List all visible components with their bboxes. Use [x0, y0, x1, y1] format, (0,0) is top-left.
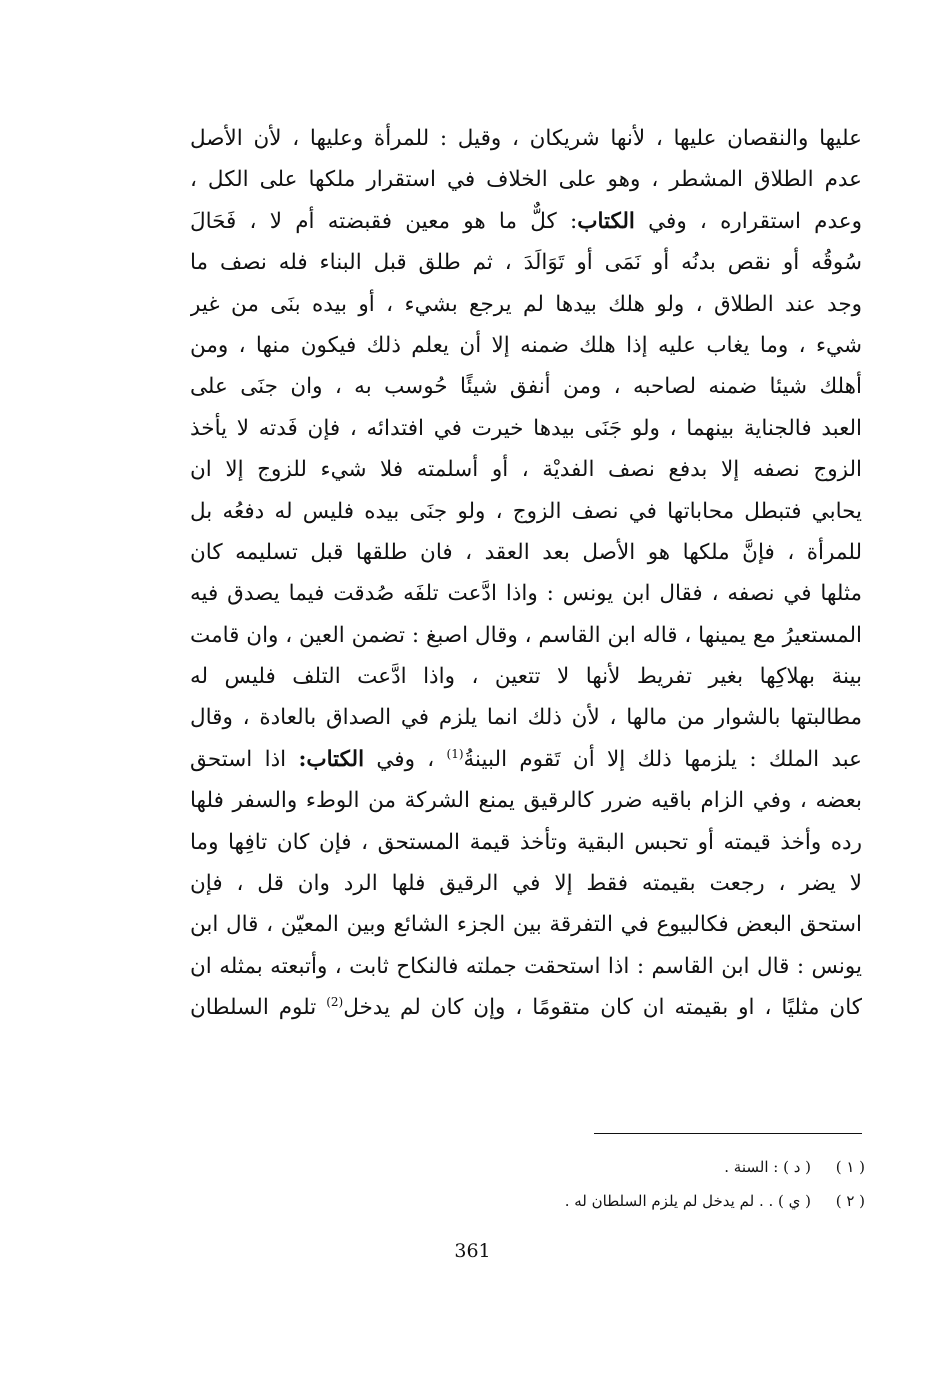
text-line-17: بعضه ، وفي الزام باقيه ضرر كالرقيق يمنع الشركة من الوطء والسفر فلها [190, 788, 862, 814]
text-line-10: يحابي فتبطل محاباتها في نصف الزوج ، ولو جنَى بيده فليس له دفعُه بل [190, 498, 862, 524]
text-line-22 [190, 987, 862, 1028]
footnote-1 [365, 1150, 865, 1184]
text-line-16-start: عبد الملك : يلزمها ذلك إلا أن تَقوم البينةُ [463, 746, 862, 772]
footnote-2-number: ( ٢ ) [835, 1192, 865, 1210]
footnote-2 [365, 1184, 865, 1218]
footnote-separator [594, 1133, 862, 1134]
text-line-20: استحق البعض فكالبيوع في التفرقة بين الجزء الشائع وبين المعيّن ، قال ابن [190, 912, 862, 938]
text-line-13: المستعيرُ مع يمينها ، قاله ابن القاسم ، وقال اصبغ : تضمن العين ، وان قامت [190, 622, 862, 648]
kitab-heading-2: الكتاب: [298, 746, 365, 772]
footnotes-block [365, 1150, 865, 1218]
text-line-11: للمرأة ، فإنَّ ملكها هو الأصل بعد العقد ، فان طلقها قبل تسليمه كان [190, 539, 862, 565]
text-line-3-end: ما هو معين فقبضته أم لا ، فَحَالَ [190, 208, 517, 234]
text-line-16 [190, 739, 862, 780]
text-line-3-start: وعدم استقراره ، وفي [648, 208, 862, 234]
text-line-21: يونس : قال ابن القاسم : اذا استحقت جملته فالنكاح ثابت ، وأتبعته بمثله ان [190, 953, 862, 979]
text-line-12: مثلها في نصفه ، فقال ابن يونس : واذا ادَّعت تلفَه صُدقت فيما يصدق فيه [190, 581, 862, 607]
text-line-2: عدم الطلاق المشطر ، وهو على الخلاف في استقرار ملكها على الكل ، [190, 167, 862, 193]
text-line-8: العبد فالجناية بينهما ، ولو جَنَى بيدها خيرت في افتدائه ، فإن فَدته لا يأخذ [190, 415, 862, 441]
text-line-18: رده وأخذ قيمته أو تحبس البقية وتأخذ قيمة المستحق ، فإن كان تافِها وما [190, 829, 862, 855]
text-line-16-end: اذا استحق [190, 746, 287, 772]
text-line-22-start: كان مثليًا ، او بقيمته ان كان متقومًا ، وإن كان لم يدخل [343, 995, 862, 1021]
main-text-block [190, 118, 862, 1029]
text-line-6: شيء ، وما يغاب عليه إذا هلك ضمنه إلا أن يعلم ذلك فيكون منها ، ومن [190, 332, 862, 358]
footnote-2-text: ( ي ) . . لم يدخل لم يلزم السلطان له . [564, 1192, 811, 1210]
text-line-15: مطالبتها بالشوار من مالها ، لأن ذلك انما يلزم في الصداق بالعادة ، وقال [190, 705, 862, 731]
text-line-3 [190, 201, 862, 242]
text-line-7: أهلك شيئا ضمنه لصاحبه ، ومن أنفق شيئًا حُوسب به ، وان جنَى على [190, 374, 862, 400]
text-line-22-end: تلوم السلطان [190, 995, 317, 1021]
footnote-ref-2[interactable]: (2) [326, 995, 344, 1010]
kitab-heading-1: الكتاب [577, 208, 635, 234]
text-line-4: سُوقُه أو نقص بدنُه أو نَمَى أو تَوَالَدَ ، ثم طلق قبل البناء فله نصف ما [190, 250, 862, 276]
text-line-19: لا يضر ، رجعت بقيمته فقط إلا في الرقيق فلها الرد وان قل ، فإن [190, 871, 862, 897]
text-line-3-mid: : كلٌّ [530, 208, 578, 234]
text-line-9: الزوج نصفه إلا بدفع نصف الفديْة ، أو أسلمته فلا شيء للزوج إلا ان [190, 457, 862, 483]
text-line-16-mid: ، وفي [376, 746, 435, 772]
text-line-14: بينة بهلاكِها بغير تفريط لأنها لا تتعين ، واذا ادَّعت التلف فليس له [190, 664, 862, 690]
footnote-1-text: ( د ) : السنة . [724, 1158, 811, 1176]
footnote-ref-1[interactable]: (1) [446, 746, 464, 761]
text-line-5: وجد عند الطلاق ، ولو هلك بيدها لم يرجع بشيء ، أو بيده بنَى من غير [190, 291, 862, 317]
page-number: 361 [454, 1240, 491, 1262]
text-line-1: عليها والنقصان عليها ، لأنها شريكان ، وقيل : للمرأة وعليها ، لأن الأصل [190, 126, 862, 151]
footnote-1-number: ( ١ ) [835, 1158, 865, 1176]
